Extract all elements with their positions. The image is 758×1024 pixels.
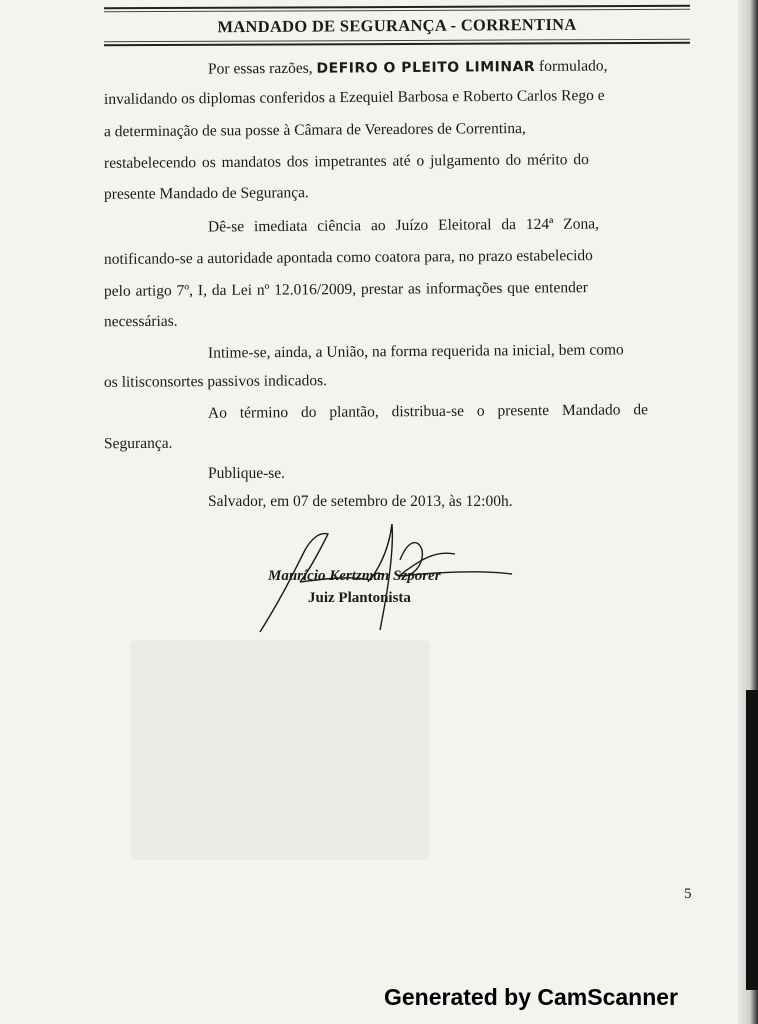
date-place-line: Salvador, em 07 de setembro de 2013, às 12:00h. [208, 493, 513, 510]
header-rule-bottom [104, 42, 690, 47]
paragraph-1-line-2: invalidando os diplomas conferidos a Ezequiel Barbosa e Roberto Carlos Rego e [103, 87, 605, 108]
paragraph-4-line-1: Ao término do plantão, distribua-se o presente Mandado de [207, 401, 649, 422]
paragraph-1-line-3: a determinação de sua posse à Câmara de Vereadores de Correntina, [103, 119, 526, 141]
text-segment: formulado, [535, 57, 608, 75]
header-rule-top-thin [104, 9, 690, 13]
paragraph-1-line-4: restabelecendo os mandatos dos impetrantes até o julgamento do mérito do [103, 151, 589, 172]
paragraph-3-line-1: Intime-se, ainda, a União, na forma requerida na inicial, bem como [207, 341, 624, 362]
paragraph-4-line-2: Segurança. [103, 434, 173, 453]
signatory-role: Juiz Plantonista [308, 590, 411, 606]
paragraph-2-line-4: necessárias. [103, 312, 178, 331]
paragraph-3-line-2: os litisconsortes passivos indicados. [103, 372, 328, 391]
ghost-print [130, 640, 430, 860]
text-segment: Por essas razões, [207, 59, 317, 78]
bold-decision: DEFIRO O PLEITO LIMINAR [316, 58, 536, 77]
page-header-title: MANDADO DE SEGURANÇA - CORRENTINA [217, 14, 577, 37]
publish-line: Publique-se. [208, 465, 286, 482]
page-edge-dark [746, 690, 758, 990]
paragraph-1-line-5: presente Mandado de Segurança. [103, 184, 309, 203]
paragraph-2-line-2: notificando-se a autoridade apontada como coatora para, no prazo estabelecido [103, 247, 593, 268]
paragraph-2-line-3: pelo artigo 7º, I, da Lei nº 12.016/2009, prestar as informações que entender [103, 279, 588, 300]
paragraph-1-line-1 [208, 56, 608, 79]
signatory-name: Maurício Kertzman Szporer [268, 568, 441, 584]
page-number: 5 [684, 886, 692, 902]
camscanner-watermark: Generated by CamScanner [384, 984, 679, 1010]
paragraph-2-line-1: Dê-se imediata ciência ao Juízo Eleitoral da 124ª Zona, [207, 215, 600, 236]
